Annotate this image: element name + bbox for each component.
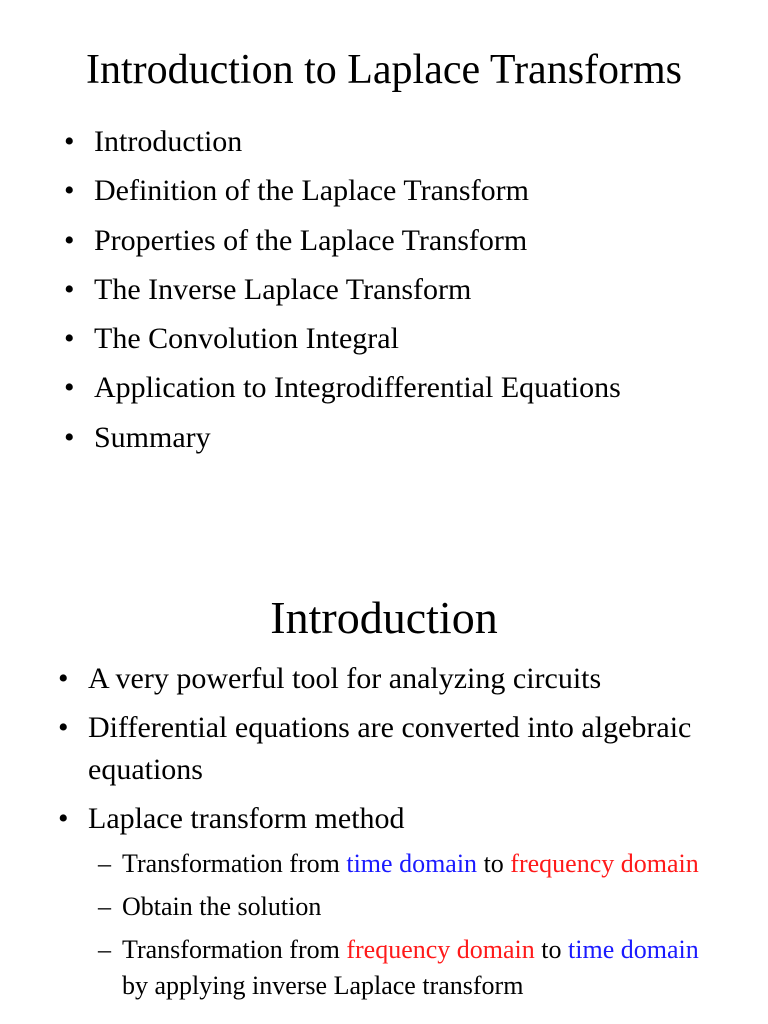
sub-list-item [98, 932, 712, 1004]
list-item [64, 270, 621, 310]
method-steps [98, 846, 748, 1004]
slide-2 [0, 560, 768, 1024]
list-item-text: Definition of the Laplace Transform [94, 174, 529, 208]
dash-icon: – [98, 935, 111, 964]
list-item-text: Properties of the Laplace Transform [94, 223, 528, 257]
list-item-text: The Convolution Integral [94, 322, 399, 356]
bullet-icon: • [64, 223, 75, 257]
bullet-icon: • [64, 420, 75, 454]
text: Transformation from [122, 935, 347, 964]
list-item [64, 221, 621, 261]
list-item [64, 122, 621, 162]
list-item-text: Application to Integrodifferential Equations [94, 371, 621, 405]
text: to [477, 849, 511, 878]
time-domain-term: time domain [346, 849, 478, 878]
bullet-icon: • [64, 174, 75, 208]
time-domain-term: time domain [568, 935, 699, 964]
bullet-icon: • [64, 322, 75, 356]
intro-list [58, 658, 738, 1011]
list-item-text: The Inverse Laplace Transform [94, 272, 472, 306]
bullet-icon: • [58, 802, 69, 835]
slide-title: Introduction to Laplace Transforms [85, 47, 683, 93]
list-item [64, 418, 621, 458]
list-item [64, 171, 621, 211]
list-item-text: Introduction [94, 125, 243, 158]
list-item-text: Differential equations are converted into algebraic equations [88, 711, 692, 786]
list-item [58, 658, 738, 700]
list-item [64, 368, 621, 408]
list-item-text: Laplace transform method [88, 802, 405, 835]
frequency-domain-term: frequency domain [346, 935, 535, 964]
frequency-domain-term: frequency domain [510, 849, 699, 878]
list-item [58, 707, 738, 791]
bullet-icon: • [58, 662, 69, 695]
list-item [64, 319, 621, 359]
dash-icon: – [98, 892, 111, 921]
sub-list-item [98, 889, 712, 925]
bullet-icon: • [64, 371, 75, 405]
list-item [58, 798, 738, 1004]
text: by applying inverse Laplace transform [122, 971, 524, 1000]
list-item-text: Summary [94, 420, 211, 454]
dash-icon: – [98, 849, 111, 878]
list-item-text: A very powerful tool for analyzing circuits [88, 662, 602, 695]
bullet-icon: • [64, 272, 75, 306]
topic-list [64, 122, 621, 467]
text: to [534, 935, 569, 964]
bullet-icon: • [58, 711, 69, 744]
text: Obtain the solution [122, 892, 322, 921]
bullet-icon: • [64, 125, 75, 158]
sub-list-item [98, 846, 712, 882]
slide-title: Introduction [270, 592, 498, 643]
text: Transformation from [122, 849, 347, 878]
